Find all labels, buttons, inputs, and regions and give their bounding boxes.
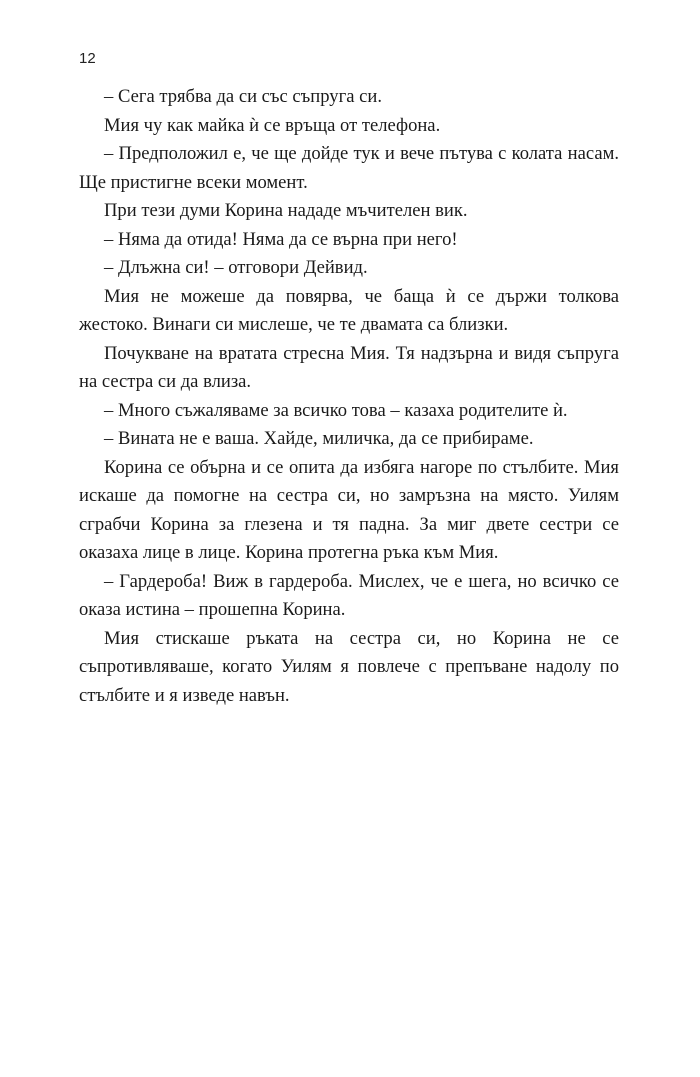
page-number: 12: [79, 50, 96, 67]
paragraph: – Много съжаляваме за всичко това – казаха родителите ѝ.: [104, 399, 568, 421]
paragraph: При тези думи Корина нададе мъчителен вик.: [104, 200, 468, 221]
paragraph: – Гардероба! Виж в гардероба. Мислех, че е шега, но всичко се оказа истина – прошепна Корина.: [79, 570, 619, 620]
paragraph: Корина се обърна и се опита да избяга нагоре по стълбите. Мия искаше да помогне на сестра си, но замръзна на място. Уилям сграбчи Корина за глезена и тя падна. За миг двете сестри се оказаха лице в лице. Корина протегна ръка към Мия.: [79, 456, 619, 563]
paragraph: – Няма да отида! Няма да се върна при него!: [104, 228, 458, 250]
paragraph: Мия чу как майка ѝ се връща от телефона.: [104, 114, 441, 136]
paragraph: – Вината не е ваша. Хайде, миличка, да се прибираме.: [104, 428, 534, 449]
paragraph: – Сега трябва да си със съпруга си.: [104, 86, 382, 107]
paragraph: – Длъжна си! – отговори Дейвид.: [104, 257, 368, 278]
body-text: [79, 83, 619, 710]
paragraph: – Предположил е, че ще дойде тук и вече пътува с колата насам. Ще пристигне всеки момент.: [79, 143, 619, 193]
paragraph: Мия не можеше да повярва, че баща ѝ се държи толкова жестоко. Винаги си мислеше, че те двамата са близки.: [79, 285, 619, 335]
paragraph: Мия стискаше ръката на сестра си, но Корина не се съпротивляваше, когато Уилям я повлече с препъване надолу по стълбите и я изведе навън.: [79, 627, 619, 706]
paragraph: Почукване на вратата стресна Мия. Тя надзърна и видя съпруга на сестра си да влиза.: [79, 342, 619, 392]
